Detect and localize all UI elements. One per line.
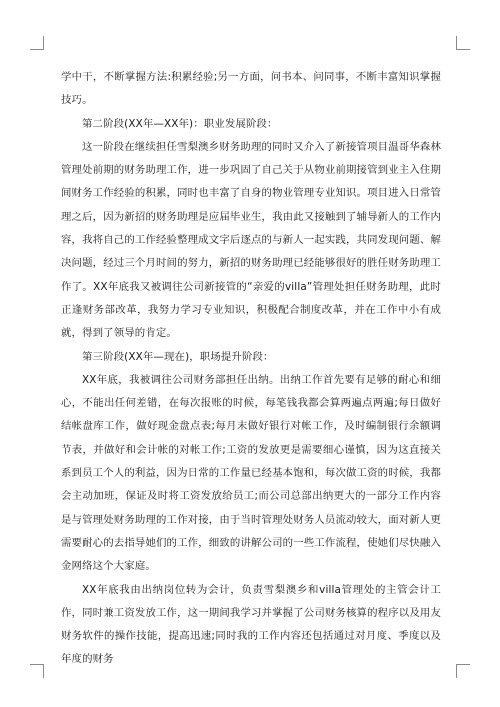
crop-mark-top-left <box>30 36 44 50</box>
paragraph-continuation: 学中干，不断掌握方法:积累经验;另一方面，问书本、问同事，不断丰富知识掌握技巧。 <box>61 71 441 107</box>
document-body <box>61 66 441 672</box>
crop-mark-bottom-left <box>30 664 44 678</box>
section-heading-stage-three: 第三阶段(XX年—现在)，职场提升阶段： <box>82 350 274 363</box>
crop-mark-top-right <box>456 36 470 50</box>
paragraph-stage-two: 这一阶段在继续担任雪梨澳乡财务助理的同时又介入了新接管项目温哥华森林管理处前期的财务助理工作，进一步巩固了自己关于从物业前期接管到业主入住期间财务工作经验的积累，同时也丰富了自身的物业管理专业知识。项目进入日常管理之后，因为新招的财务助理是应届毕业生，我由此又接触到了辅导新人的工作内容，我将自己的工作经验整理成文字后逐点的与新人一起实践，共同发现问题、解决问题，经过三个月时间的努力，新招的财务助理已经能够很好的胜任财务助理工作了。XX年底我又被调往公司新接管的“亲爱的villa”管理处担任财务助理，此时正逢财务部改革，我努力学习专业知识，积极配合制度改革，并在工作中小有成就，得到了领导的肯定。 <box>61 140 441 340</box>
section-heading-stage-two: 第二阶段(XX年—XX年)：职业发展阶段： <box>82 117 278 130</box>
paragraph-accountant: XX年底我由出纳岗位转为会计，负责雪梨澳乡和villa管理处的主管会计工作，同时兼工资发放工作，这一期间我学习并掌握了公司财务核算的程序以及用友财务软件的操作技能，提高迅速;同时我的工作内容还包括通过对月度、季度以及年度的财务 <box>61 583 441 666</box>
paragraph-cashier: XX年底，我被调往公司财务部担任出纳。出纳工作首先要有足够的耐心和细心，不能出任何差错，在每次报账的时候，每笔钱我都会算两遍点两遍;每日做好结帐盘库工作，做好现金盘点表;每月末做好银行对帐工作，及时编制银行余额调节表，并做好和会计帐的对帐工作;工资的发放更是需要细心谨慎，因为这直接关系到员工个人的利益，因为日常的工作量已经基本饱和，每次做工资的时候，我都会主动加班，保证及时将工资发放给员工;而公司总部出纳更大的一部分工作内容是与管理处财务助理的工作对接，由于当时管理处财务人员流动较大，面对新人更需要耐心的去指导她们的工作，细致的讲解公司的一些工作流程，使她们尽快融入金网络这个大家庭。 <box>61 373 441 573</box>
crop-mark-bottom-right <box>456 664 470 678</box>
